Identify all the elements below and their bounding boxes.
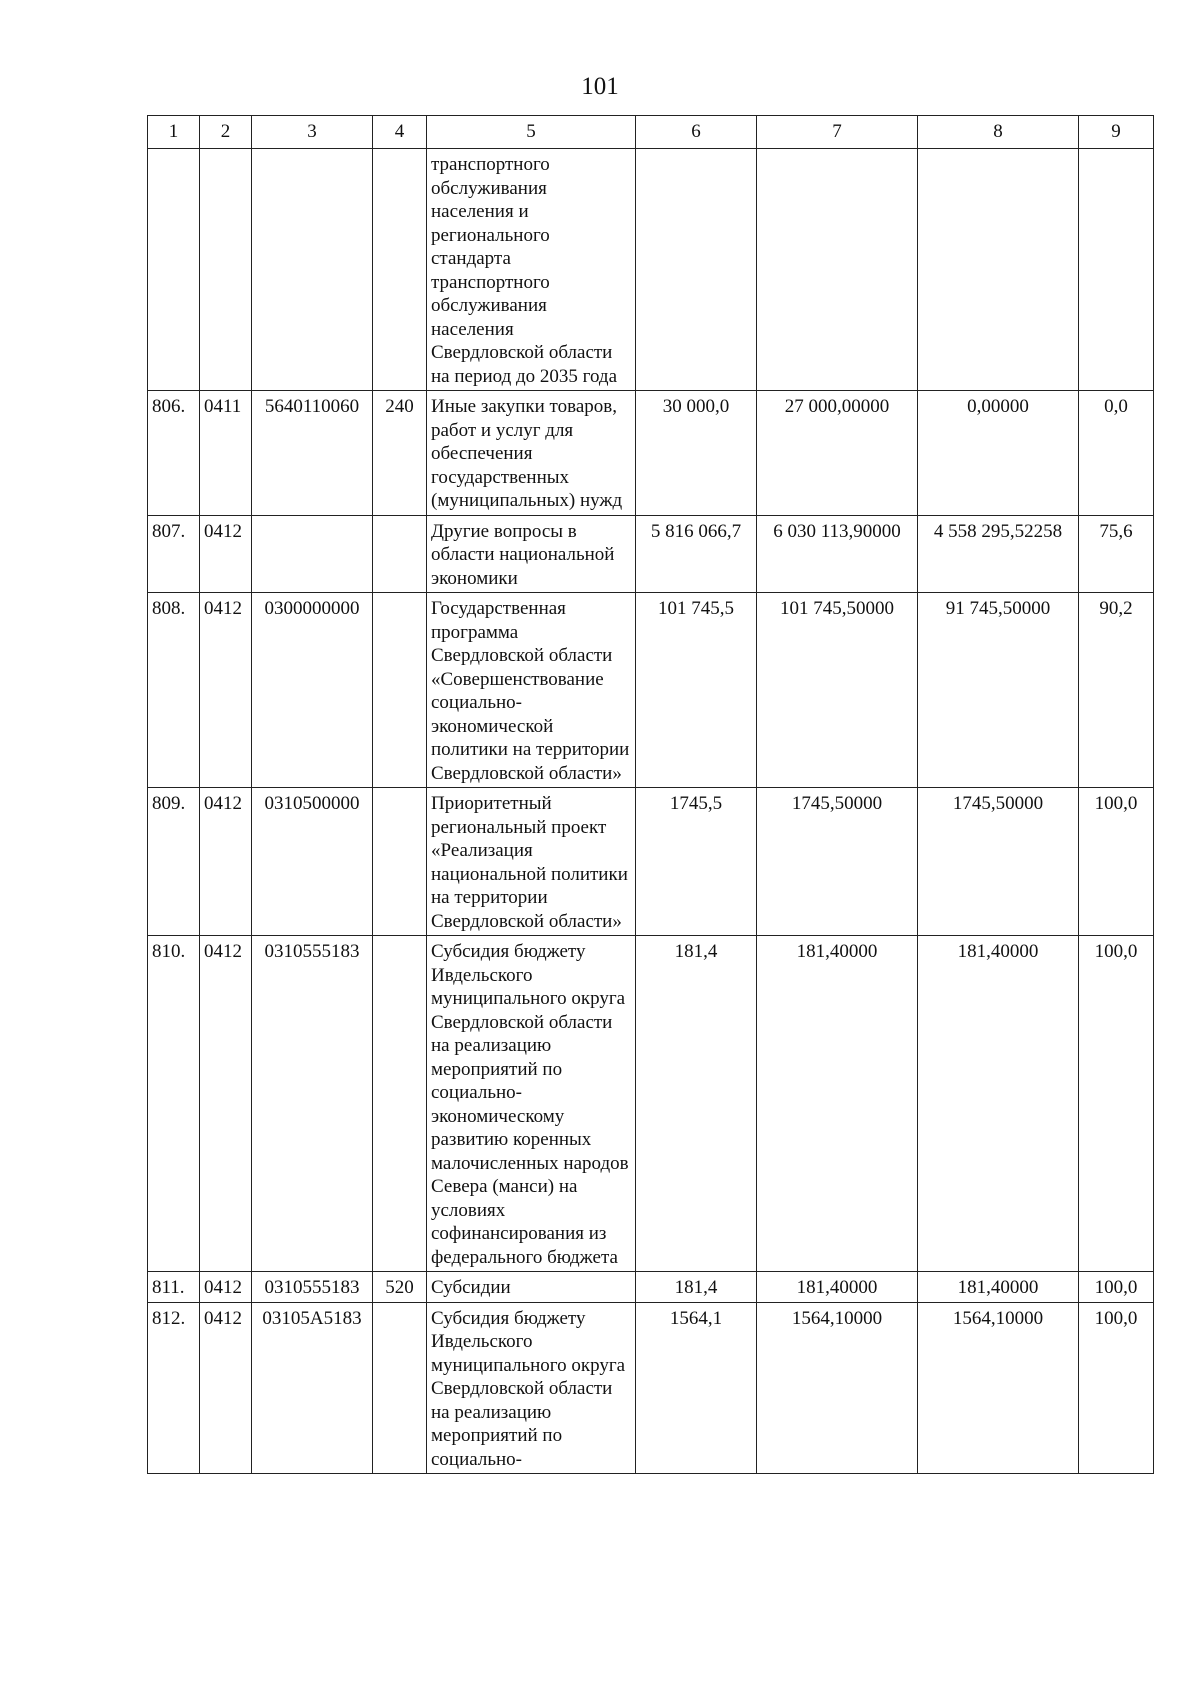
refined-amount: 1745,50000	[757, 788, 918, 936]
header-col-6: 6	[636, 116, 757, 149]
header-col-2: 2	[200, 116, 252, 149]
table-row	[148, 788, 1154, 936]
refined-amount: 181,40000	[757, 1272, 918, 1303]
execution-percent: 90,2	[1079, 593, 1154, 788]
planned-amount: 101 745,5	[636, 593, 757, 788]
header-col-4: 4	[373, 116, 427, 149]
executed-amount: 1564,10000	[918, 1302, 1079, 1474]
row-number: 808.	[148, 593, 200, 788]
planned-amount: 30 000,0	[636, 391, 757, 516]
table-row	[148, 391, 1154, 516]
item-name: Субсидия бюджету Ивдельского муниципального округа Свердловской области на реализацию мероприятий по социально-экономическому развитию коренных малочисленных народов Севера (манси) на условиях софинансирования из федерального бюджета	[427, 936, 636, 1272]
table-row	[148, 515, 1154, 593]
executed-amount: 181,40000	[918, 1272, 1079, 1303]
executed-amount	[918, 149, 1079, 391]
item-name: Субсидия бюджету Ивдельского муниципального округа Свердловской области на реализацию мероприятий по социально-	[427, 1302, 636, 1474]
planned-amount: 181,4	[636, 1272, 757, 1303]
execution-percent: 100,0	[1079, 788, 1154, 936]
target-code: 5640110060	[252, 391, 373, 516]
refined-amount: 181,40000	[757, 936, 918, 1272]
header-col-8: 8	[918, 116, 1079, 149]
table-row	[148, 1302, 1154, 1474]
target-code: 03105A5183	[252, 1302, 373, 1474]
execution-percent: 100,0	[1079, 1302, 1154, 1474]
item-name: Государственная программа Свердловской области «Совершенствование социально-экономической политики на территории Свердловской области»	[427, 593, 636, 788]
refined-amount: 27 000,00000	[757, 391, 918, 516]
table-header	[148, 116, 1154, 149]
planned-amount: 1745,5	[636, 788, 757, 936]
header-col-9: 9	[1079, 116, 1154, 149]
target-code	[252, 515, 373, 593]
refined-amount: 6 030 113,90000	[757, 515, 918, 593]
row-number	[148, 149, 200, 391]
row-number: 806.	[148, 391, 200, 516]
section-code	[200, 149, 252, 391]
expense-type	[373, 788, 427, 936]
execution-percent: 100,0	[1079, 1272, 1154, 1303]
execution-percent: 75,6	[1079, 515, 1154, 593]
row-number: 811.	[148, 1272, 200, 1303]
refined-amount: 1564,10000	[757, 1302, 918, 1474]
row-number: 812.	[148, 1302, 200, 1474]
section-code: 0412	[200, 593, 252, 788]
execution-percent: 100,0	[1079, 936, 1154, 1272]
header-col-3: 3	[252, 116, 373, 149]
section-code: 0411	[200, 391, 252, 516]
execution-percent	[1079, 149, 1154, 391]
item-name: транспортного обслуживания населения и регионального стандарта транспортного обслуживания населения Свердловской области на период до 2035 года	[427, 149, 636, 391]
table-body	[148, 149, 1154, 1474]
executed-amount: 181,40000	[918, 936, 1079, 1272]
section-code: 0412	[200, 788, 252, 936]
target-code: 0300000000	[252, 593, 373, 788]
row-number: 807.	[148, 515, 200, 593]
planned-amount: 181,4	[636, 936, 757, 1272]
item-name: Иные закупки товаров, работ и услуг для обеспечения государственных (муниципальных) нужд	[427, 391, 636, 516]
table-row	[148, 1272, 1154, 1303]
executed-amount: 91 745,50000	[918, 593, 1079, 788]
target-code: 0310500000	[252, 788, 373, 936]
header-col-5: 5	[427, 116, 636, 149]
section-code: 0412	[200, 515, 252, 593]
planned-amount	[636, 149, 757, 391]
header-row	[148, 116, 1154, 149]
table-row	[148, 593, 1154, 788]
expense-type	[373, 936, 427, 1272]
target-code	[252, 149, 373, 391]
executed-amount: 1745,50000	[918, 788, 1079, 936]
section-code: 0412	[200, 1302, 252, 1474]
expense-type	[373, 593, 427, 788]
target-code: 0310555183	[252, 936, 373, 1272]
expense-type	[373, 149, 427, 391]
expense-type	[373, 1302, 427, 1474]
executed-amount: 4 558 295,52258	[918, 515, 1079, 593]
item-name: Другие вопросы в области национальной экономики	[427, 515, 636, 593]
table-row	[148, 936, 1154, 1272]
header-col-7: 7	[757, 116, 918, 149]
target-code: 0310555183	[252, 1272, 373, 1303]
executed-amount: 0,00000	[918, 391, 1079, 516]
item-name: Субсидии	[427, 1272, 636, 1303]
item-name: Приоритетный региональный проект «Реализация национальной политики на территории Свердловской области»	[427, 788, 636, 936]
header-col-1: 1	[148, 116, 200, 149]
planned-amount: 1564,1	[636, 1302, 757, 1474]
section-code: 0412	[200, 1272, 252, 1303]
row-number: 810.	[148, 936, 200, 1272]
row-number: 809.	[148, 788, 200, 936]
table-row	[148, 149, 1154, 391]
expense-type: 240	[373, 391, 427, 516]
budget-table	[147, 115, 1154, 1474]
refined-amount: 101 745,50000	[757, 593, 918, 788]
execution-percent: 0,0	[1079, 391, 1154, 516]
refined-amount	[757, 149, 918, 391]
planned-amount: 5 816 066,7	[636, 515, 757, 593]
page-number: 101	[581, 73, 619, 100]
expense-type	[373, 515, 427, 593]
section-code: 0412	[200, 936, 252, 1272]
expense-type: 520	[373, 1272, 427, 1303]
